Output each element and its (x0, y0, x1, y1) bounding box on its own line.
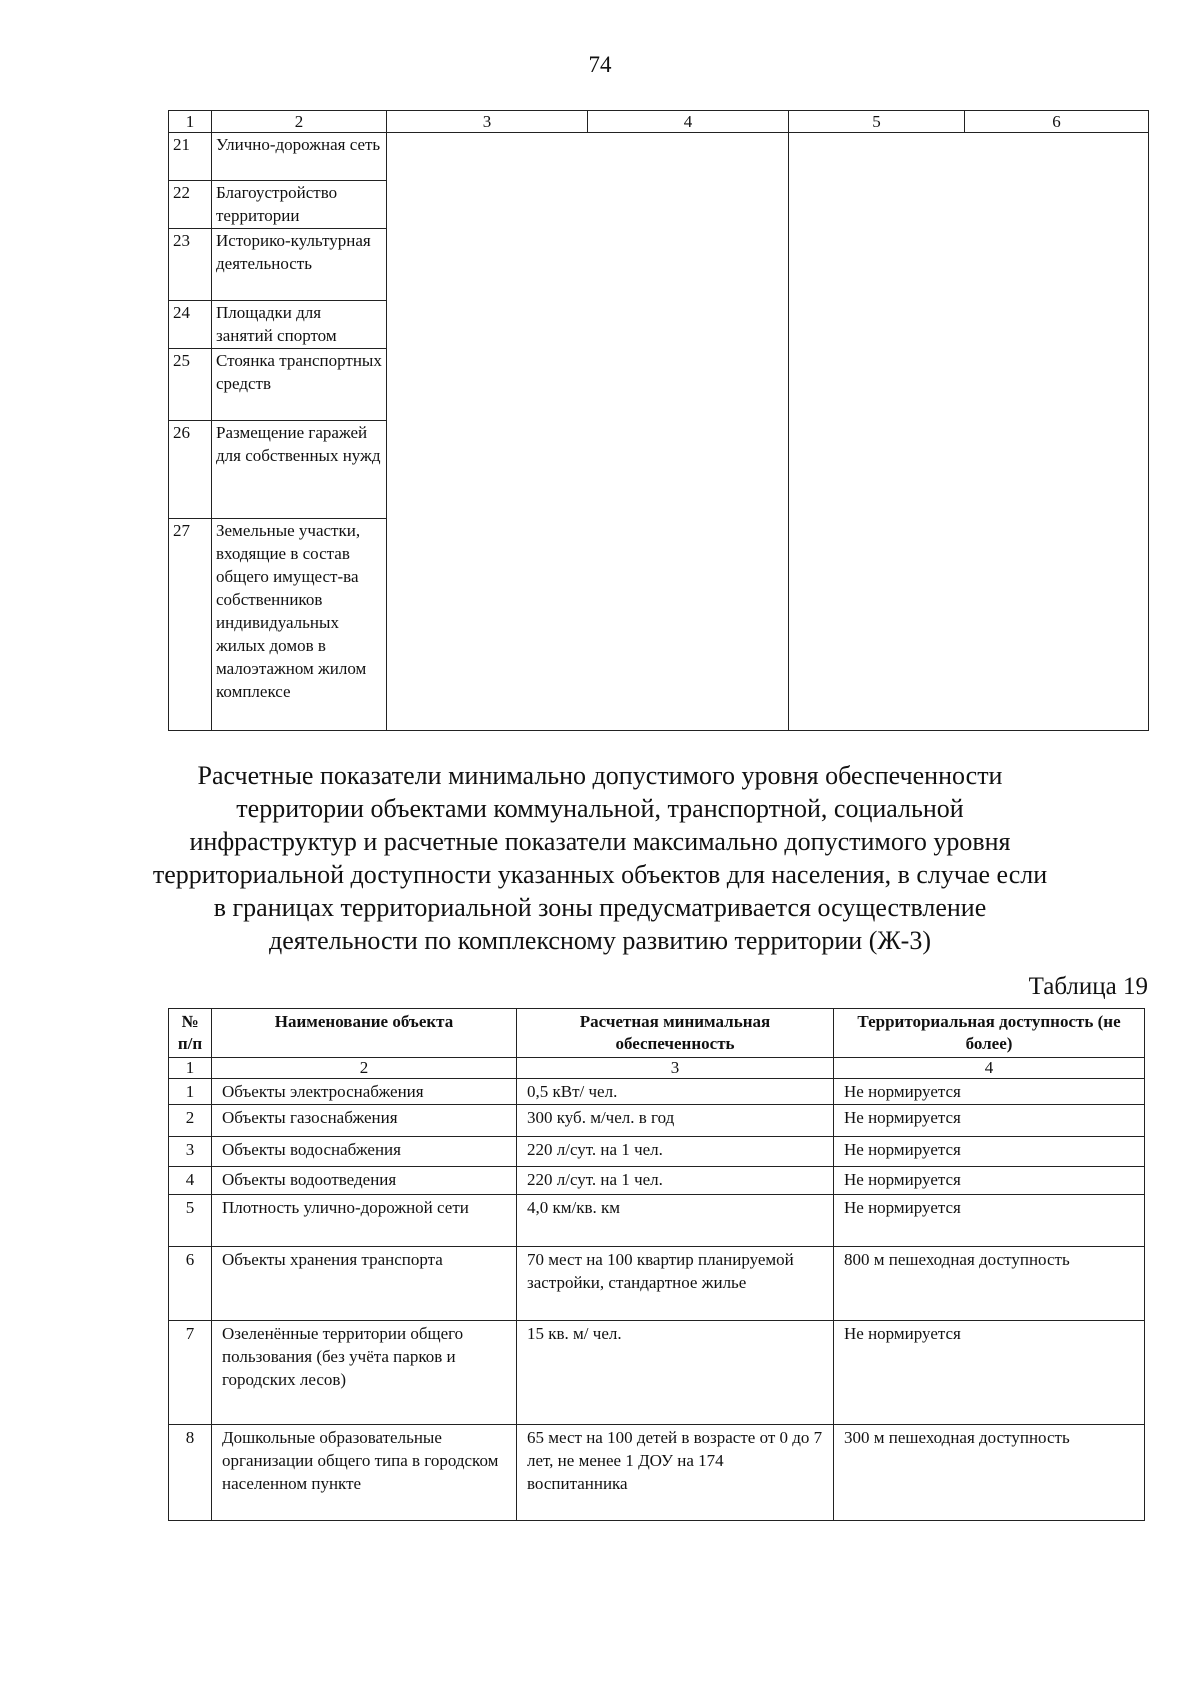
row-number: 7 (169, 1321, 212, 1425)
row-number: 1 (169, 1079, 212, 1105)
table-row (169, 1167, 1145, 1195)
row-number: 27 (169, 519, 212, 731)
row-number: 26 (169, 421, 212, 519)
land-use-type: Земельные участки, входящие в состав общего имущест-ва собственников индивидуальных жилых домов в малоэтажном жилом комплексе (212, 519, 387, 731)
header-row (169, 1009, 1145, 1058)
col-header-accessibility: Территориальная доступность (не более) (834, 1009, 1145, 1058)
object-name: Объекты газоснабжения (212, 1105, 517, 1137)
indicators-table (168, 1008, 1145, 1521)
object-name: Объекты электроснабжения (212, 1079, 517, 1105)
land-use-type: Размещение гаражей для собственных нужд (212, 421, 387, 519)
column-number: 1 (169, 111, 212, 133)
min-provision: 4,0 км/кв. км (517, 1195, 834, 1247)
col-header-name: Наименование объекта (212, 1009, 517, 1058)
row-number: 6 (169, 1247, 212, 1321)
page-number: 74 (588, 52, 612, 77)
column-number: 4 (588, 111, 789, 133)
merged-cell-3-4 (387, 133, 789, 731)
table-row (169, 1247, 1145, 1321)
column-number-row (169, 111, 1149, 133)
row-number: 4 (169, 1167, 212, 1195)
row-number: 3 (169, 1137, 212, 1167)
land-use-type: Площадки для занятий спортом (212, 301, 387, 349)
table-row (169, 1321, 1145, 1425)
object-name: Объекты водоотведения (212, 1167, 517, 1195)
row-number: 24 (169, 301, 212, 349)
min-provision: 65 мест на 100 детей в возрасте от 0 до 7 лет, не менее 1 ДОУ на 174 воспитанника (517, 1425, 834, 1521)
column-number-row (169, 1058, 1145, 1079)
accessibility: 800 м пешеходная доступность (834, 1247, 1145, 1321)
column-number: 3 (387, 111, 588, 133)
accessibility: Не нормируется (834, 1167, 1145, 1195)
column-number: 5 (789, 111, 965, 133)
table-row (169, 1079, 1145, 1105)
land-use-type: Благоустройство территории (212, 181, 387, 229)
accessibility: Не нормируется (834, 1105, 1145, 1137)
merged-cell-5-6 (789, 133, 1149, 731)
min-provision: 220 л/сут. на 1 чел. (517, 1167, 834, 1195)
min-provision: 220 л/сут. на 1 чел. (517, 1137, 834, 1167)
col-header-min-provision: Расчетная минимальная обеспеченность (517, 1009, 834, 1058)
table-row (169, 1195, 1145, 1247)
object-name: Плотность улично-дорожной сети (212, 1195, 517, 1247)
row-number: 23 (169, 229, 212, 301)
accessibility: Не нормируется (834, 1079, 1145, 1105)
row-number: 5 (169, 1195, 212, 1247)
object-name: Объекты водоснабжения (212, 1137, 517, 1167)
min-provision: 300 куб. м/чел. в год (517, 1105, 834, 1137)
accessibility: Не нормируется (834, 1195, 1145, 1247)
section-heading: Расчетные показатели минимально допустимого уровня обеспеченности территории объектами коммунальной, транспортной, социальной инфраструктур и расчетные показатели максимально допустимого уровня территориальной доступности указанных объектов для населения, в случае если в границах территориальной зоны предусматривается осуществление деятельности по комплексному развитию территории (Ж-3) (152, 761, 1048, 955)
column-number: 4 (834, 1058, 1145, 1079)
table-row (169, 133, 1149, 181)
row-number: 25 (169, 349, 212, 421)
accessibility: 300 м пешеходная доступность (834, 1425, 1145, 1521)
col-header-number: № п/п (169, 1009, 212, 1058)
table-row (169, 1425, 1145, 1521)
table-row (169, 1137, 1145, 1167)
zones-table-continued (168, 110, 1149, 731)
row-number: 2 (169, 1105, 212, 1137)
object-name: Дошкольные образовательные организации общего типа в городском населенном пункте (212, 1425, 517, 1521)
column-number: 3 (517, 1058, 834, 1079)
row-number: 22 (169, 181, 212, 229)
land-use-type: Стоянка транспортных средств (212, 349, 387, 421)
land-use-type: Историко-культурная деятельность (212, 229, 387, 301)
object-name: Объекты хранения транспорта (212, 1247, 517, 1321)
column-number: 2 (212, 1058, 517, 1079)
min-provision: 0,5 кВт/ чел. (517, 1079, 834, 1105)
min-provision: 70 мест на 100 квартир планируемой застройки, стандартное жилье (517, 1247, 834, 1321)
land-use-type: Улично-дорожная сеть (212, 133, 387, 181)
column-number: 6 (965, 111, 1149, 133)
accessibility: Не нормируется (834, 1321, 1145, 1425)
table-caption: Таблица 19 (1028, 973, 1148, 1000)
row-number: 21 (169, 133, 212, 181)
column-number: 2 (212, 111, 387, 133)
object-name: Озеленённые территории общего пользования (без учёта парков и городских лесов) (212, 1321, 517, 1425)
table-row (169, 1105, 1145, 1137)
row-number: 8 (169, 1425, 212, 1521)
accessibility: Не нормируется (834, 1137, 1145, 1167)
column-number: 1 (169, 1058, 212, 1079)
min-provision: 15 кв. м/ чел. (517, 1321, 834, 1425)
